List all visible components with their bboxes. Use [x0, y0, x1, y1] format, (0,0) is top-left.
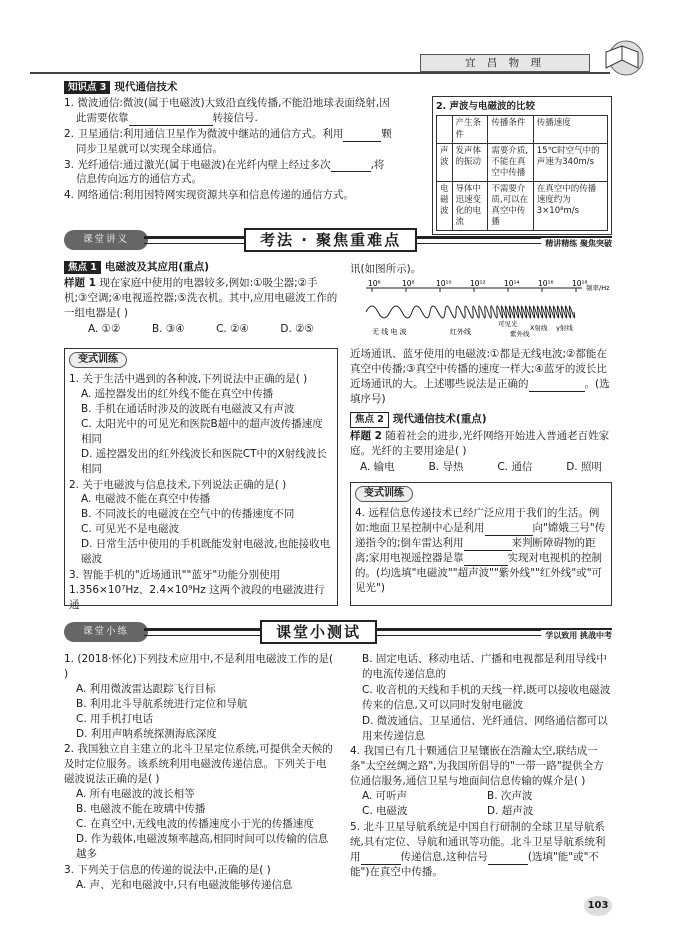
freq-unit-label: 频率/Hz — [586, 283, 610, 292]
knowledge-section — [64, 80, 426, 204]
example-1: 样题 1 现在家庭中使用的电器较多,例如:①吸尘器;②手机;③空调;④电视遥控器;⑤洗衣机。其中,应用电磁波工作的一组电器是( ) — [64, 276, 338, 319]
knowledge-tag: 知识点 3 — [64, 81, 110, 94]
comparison-title: 2. 声波与电磁波的比较 — [436, 101, 536, 112]
test-question-4: 4. 我国已有几十颗通信卫星镶嵌在浩瀚太空,联结成一条"太空丝绸之路",为我国所倡导的"一带一路"提供全方位通信服务,通信卫星与地面间信息传输的媒介是( ) A. 可听声 B. 次声波 C. 电磁波 D. 超声波 — [350, 745, 604, 818]
freq-tick-label: 10⁸ — [402, 278, 415, 288]
test-left-column — [64, 652, 336, 894]
test-q3-option: D. 微波通信、卫星通信、光纤通信、网络通信都可以用来传递信息 — [362, 714, 608, 742]
variant-question: 1. 关于生活中遇到的各种波,下列说法中正确的是( ) A. 遥控器发出的红外线不能在真空中传播 B. 手机在通话时涉及的波既有电磁波又有声波 C. 太阳光中的可见光和医院B超中的超声波传播速度相同 D. 遥控器发出的红外线波长和医院CT中的X射线波长相同 — [69, 373, 327, 475]
table-row: 电磁波 导体中迅速变化的电流 不需要介质,可以在真空中传播 在真空中的传播速度约为3×10⁸m/s — [437, 181, 608, 230]
freq-tick-label: 10¹⁴ — [504, 278, 520, 288]
spectrum-band-label: 红外线 — [450, 327, 471, 336]
test-question: 1. (2018·怀化)下列技术应用中,不是利用电磁波工作的是( ) A. 利用微波雷达跟踪飞行目标 B. 利用北斗导航系统进行定位和导航 C. 用手机打电话 D. 利用声呐系统探测海底深度 — [64, 653, 334, 740]
spectrum-band-label: 无 线 电 波 — [372, 327, 407, 336]
knowledge-item: 3. 光纤通信:通过激光(属于电磁波)在光纤内壁上经过多次 ,将 信息传向远方的通信方式。 — [64, 158, 385, 186]
test-right-column — [350, 652, 612, 881]
freq-tick-label: 10¹⁰ — [436, 278, 452, 288]
example-2: 样题 2 随着社会的进步,光纤网络开始进入普通老百姓家庭。光纤的主要用途是( ) — [350, 429, 610, 457]
spectrum-figure — [350, 278, 612, 342]
spectrum-band-label: 紫外线 — [510, 329, 530, 338]
page-number: 103 — [584, 896, 612, 916]
knowledge-item: 2. 卫星通信:利用通信卫星作为微波中继站的通信方式。利用 颗 同步卫星就可以实现全球通信。 — [64, 127, 392, 155]
spectrum-band-label: X射线 — [530, 323, 548, 332]
variant-question-4: 4. 远程信息传递技术已经广泛应用于我们的生活。例如:地面卫星控制中心是利用 向"嫦娥三号"传递指令的;倒车雷达利用 来判断障碍物的距离;家用电视遥控器是靠 实现对电视机的控制的。(均选填"电磁波""超声波""紫外线""红外线"或"可见光") — [355, 507, 606, 594]
variant-training-label-2: 变式训练 — [355, 486, 413, 502]
banner-pill: 课堂讲义 — [64, 230, 148, 250]
variant-box-right — [350, 482, 612, 606]
page-header-title: 宜 昌 物 理 — [420, 54, 590, 72]
table-row: 声波 发声体的振动 需要介质,不能在真空中传播 15℃时空气中的声速为340m/s — [437, 143, 608, 181]
spectrum-prefix: 讯(如图所示)。 — [350, 263, 422, 275]
section-banner-2 — [64, 620, 612, 644]
banner-title-2: 课堂小测试 — [260, 620, 377, 644]
comparison-table: 产生条件 传播条件 传播速度 声波 发声体的振动 需要介质,不能在真空中传播 15℃时空气中的声速为340m/s 电磁波 导体中迅速变化的电流 不需要介质,可以在真空中传播 在真空中的传播速度约为3×10⁸m/s — [436, 115, 608, 230]
variant-question: 3. 智能手机的"近场通讯""蓝牙"功能分别使用 1.356×10⁷Hz、2.4×10⁹Hz 这两个波段的电磁波进行通 — [69, 568, 325, 611]
focus1-tag: 焦点 1 — [64, 261, 101, 274]
test-question: 3. 下列关于信息的传递的说法中,正确的是( ) A. 声、光和电磁波中,只有电磁波能够传递信息 — [64, 863, 293, 891]
knowledge-heading: 现代通信技术 — [114, 81, 178, 93]
header-rule — [30, 72, 610, 74]
test-question: 2. 我国独立自主建立的北斗卫星定位系统,可提供全天候的及时定位服务。该系统利用电磁波传递信息。下列关于电磁波说法正确的是( ) A. 所有电磁波的波长相等 B. 电磁波不能在玻璃中传播 C. 在真空中,无线电波的传播速度小于光的传播速度 D. 作为载体,电磁波频率越高,相同时间可以传输的信息越多 — [64, 743, 333, 860]
variant-training-label: 变式训练 — [69, 352, 127, 368]
banner-subtitle: 精讲精练 聚焦突破 — [541, 238, 612, 249]
freq-tick-label: 10¹² — [470, 278, 486, 288]
example-1-options: A. ①② B. ③④ C. ②④ D. ②⑤ — [88, 322, 314, 335]
freq-tick-label: 10¹⁸ — [572, 278, 588, 288]
focus1-heading: 电磁波及其应用(重点) — [104, 261, 210, 273]
focus2-tag: 焦点 2 — [350, 412, 389, 427]
banner-title: 考法 · 聚焦重难点 — [244, 228, 417, 252]
variant-box-left — [64, 348, 338, 611]
focus2-heading: 现代通信技术(重点) — [392, 413, 487, 426]
freq-tick-label: 10¹⁶ — [538, 278, 554, 288]
test-q3-option: C. 收音机的天线和手机的天线一样,既可以接收电磁波传来的信息,又可以同时发射电磁波 — [362, 683, 611, 711]
q3-continued: 近场通讯、蓝牙使用的电磁波:①都是无线电波;②都能在真空中传播;③真空中传播的速度一样大;④蓝牙的波长比近场通讯的大。上述哪些说法是正确的 。(选填序号) — [350, 347, 610, 405]
banner-subtitle-2: 学以致用 挑战中考 — [541, 630, 612, 641]
banner-pill-2: 课堂小练 — [64, 622, 148, 642]
comparison-box — [432, 96, 612, 235]
spectrum-band-label: 可见光 — [498, 319, 518, 328]
knowledge-item: 1. 微波通信:微波(属于电磁波)大致沿直线传播,不能沿地球表面绕射,因 此需要依靠 转接信号. — [64, 96, 390, 124]
test-q3-option: B. 固定电话、移动电话、广播和电视都是利用导线中的电流传递信息的 — [362, 653, 607, 680]
test-question-5: 5. 北斗卫星导航系统是中国自行研制的全球卫星导航系统,具有定位、导航和通讯等功能。北斗卫星导航系统利用 传递信息,这种信号 (选填"能"或"不能")在真空中传播。 — [350, 820, 606, 878]
book-icon — [592, 40, 648, 76]
spectrum-band-label: γ射线 — [556, 323, 573, 332]
knowledge-item: 4. 网络通信:利用因特网实现资源共享和信息传递的通信方式。 — [64, 189, 354, 202]
section-banner-1 — [64, 228, 612, 252]
right-column — [350, 262, 612, 476]
freq-tick-label: 10⁶ — [368, 278, 381, 288]
variant-question: 2. 关于电磁波与信息技术,下列说法正确的是( ) A. 电磁波不能在真空中传播 B. 不同波长的电磁波在空气中的传播速度不同 C. 可见光不是电磁波 D. 日常生活中使用的手机既能发射电磁波,也能接收电磁波 — [69, 478, 331, 566]
focus1-section — [64, 260, 338, 338]
example-2-options: A. 输电 B. 导热 C. 通信 D. 照明 — [360, 460, 602, 473]
